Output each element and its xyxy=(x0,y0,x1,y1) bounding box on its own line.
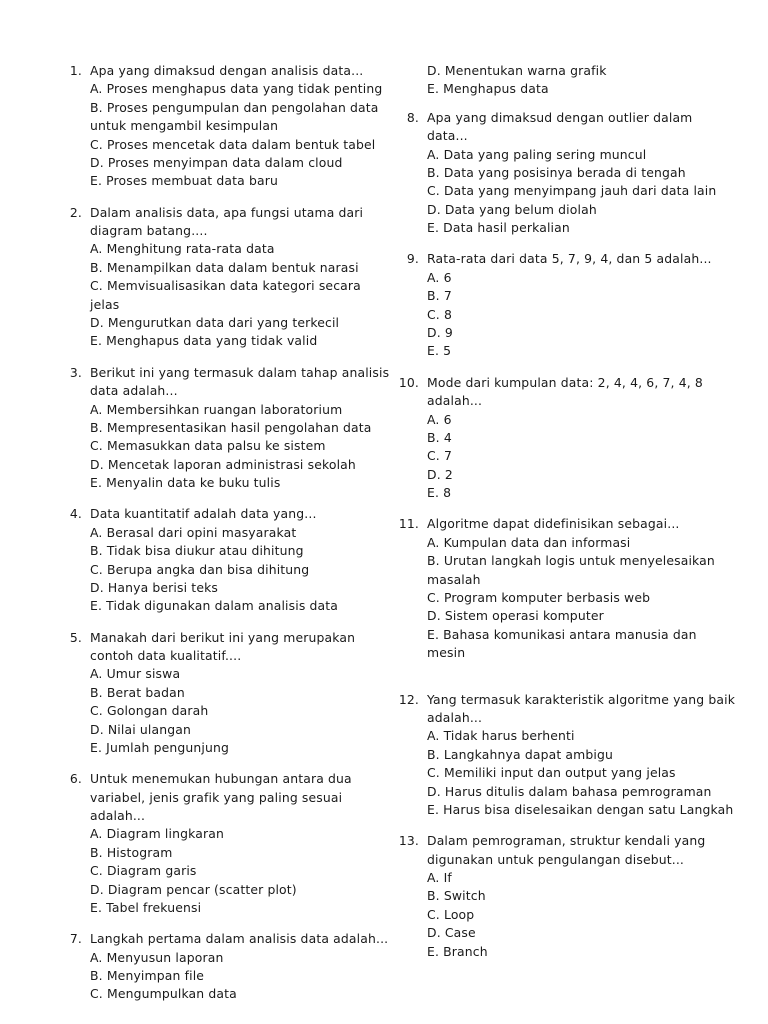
answer-option: B. Menampilkan data dalam bentuk narasi xyxy=(90,259,359,275)
answer-option: C. Proses mencetak data dalam bentuk tabel xyxy=(90,136,376,152)
answer-option: E. Menyalin data ke buku tulis xyxy=(90,475,281,491)
question-text: Rata-rata dari data 5, 7, 9, 4, dan 5 adalah... xyxy=(427,251,712,267)
answer-option: A. Membersihkan ruangan laboratorium xyxy=(90,401,343,417)
answer-option: E. Tabel frekuensi xyxy=(90,900,202,916)
question-number: 10. xyxy=(398,374,419,390)
answer-option: B. Urutan langkah logis untuk menyelesaikan masalah xyxy=(427,553,715,587)
question-text: Apa yang dimaksud dengan outlier dalam data... xyxy=(427,109,693,144)
answer-option: C. Program komputer berbasis web xyxy=(427,589,651,605)
answer-option: D. Mencetak laporan administrasi sekolah xyxy=(90,456,356,472)
answer-option: C. 7 xyxy=(427,448,453,464)
answer-option: A. 6 xyxy=(427,411,452,427)
question-header xyxy=(397,109,737,146)
answer-option: A. Umur siswa xyxy=(90,666,181,682)
answer-option: D. Data yang belum diolah xyxy=(427,201,597,217)
option: E. Menghapus data xyxy=(427,81,549,97)
answer-option: D. Case xyxy=(427,925,476,941)
answer-option: A. Tidak harus berhenti xyxy=(427,728,575,744)
answer-option: C. Diagram garis xyxy=(90,863,197,879)
question-header xyxy=(60,629,390,666)
answer-option: D. Harus ditulis dalam bahasa pemrograman xyxy=(427,783,712,799)
question-8 xyxy=(397,109,737,238)
question-header xyxy=(60,364,390,401)
answer-option: A. Menyusun laporan xyxy=(90,949,224,965)
question-2 xyxy=(60,204,390,351)
answer-option: C. Berupa angka dan bisa dihitung xyxy=(90,561,310,577)
question-5 xyxy=(60,629,390,758)
question-1 xyxy=(60,62,390,191)
question-number: 9. xyxy=(406,251,419,267)
question-number: 3. xyxy=(69,364,82,380)
answer-option: E. Tidak digunakan dalam analisis data xyxy=(90,598,339,614)
answer-option: E. Proses membuat data baru xyxy=(90,173,279,189)
answer-option: A. Proses menghapus data yang tidak penting xyxy=(90,81,383,97)
answer-option: E. Bahasa komunikasi antara manusia dan mesin xyxy=(427,626,697,661)
answer-option: C. 8 xyxy=(427,306,453,322)
question-4 xyxy=(60,505,390,615)
right-column xyxy=(397,62,737,974)
answer-option: D. 2 xyxy=(427,466,453,482)
answer-option: C. Data yang menyimpang jauh dari data lain xyxy=(427,183,717,199)
answer-option: B. Mempresentasikan hasil pengolahan data xyxy=(90,419,372,435)
answer-option: A. Diagram lingkaran xyxy=(90,826,224,842)
question-6 xyxy=(60,770,390,917)
answer-option: B. Tidak bisa diukur atau dihitung xyxy=(90,543,304,559)
left-column xyxy=(60,62,390,1017)
answer-option: B. Data yang posisinya berada di tengah xyxy=(427,165,686,181)
question-text: Dalam analisis data, apa fungsi utama dari diagram batang.... xyxy=(90,204,364,239)
question-number: 1. xyxy=(69,63,82,78)
question-number: 5. xyxy=(69,629,82,645)
answer-option: A. 6 xyxy=(427,269,452,285)
answer-option: C. Memasukkan data palsu ke sistem xyxy=(90,438,326,454)
question-number: 7. xyxy=(69,931,82,947)
question-10 xyxy=(397,374,737,503)
option: D. Menentukan warna grafik xyxy=(427,63,607,78)
answer-option: C. Golongan darah xyxy=(90,703,209,719)
question-text: Yang termasuk karakteristik algoritme yang baik adalah... xyxy=(427,691,736,725)
answer-option: B. Menyimpan file xyxy=(90,968,205,984)
question-number: 13. xyxy=(398,833,419,849)
answer-option: B. Switch xyxy=(427,888,486,904)
answer-option: D. Diagram pencar (scatter plot) xyxy=(90,881,297,897)
answer-option: E. Menghapus data yang tidak valid xyxy=(90,333,318,349)
answer-option: D. Nilai ulangan xyxy=(90,721,191,737)
question-header xyxy=(60,930,390,948)
question-text: Apa yang dimaksud dengan analisis data... xyxy=(90,63,364,78)
answer-option: E. 5 xyxy=(427,343,452,359)
question-text: Berikut ini yang termasuk dalam tahap analisis data adalah... xyxy=(90,364,390,399)
answer-option: B. 4 xyxy=(427,429,452,445)
answer-option: C. Mengumpulkan data xyxy=(90,986,237,1002)
answer-option: B. 7 xyxy=(427,288,452,304)
answer-option: D. Proses menyimpan data dalam cloud xyxy=(90,155,343,171)
question-number: 2. xyxy=(69,204,82,220)
question-3 xyxy=(60,364,390,493)
question-header xyxy=(397,374,737,411)
answer-option: A. Kumpulan data dan informasi xyxy=(427,534,631,550)
answer-option: C. Memvisualisasikan data kategori secara jelas xyxy=(90,278,361,312)
question-text: Untuk menemukan hubungan antara dua variabel, jenis grafik yang paling sesuai adalah... xyxy=(90,771,352,824)
answer-option: A. Berasal dari opini masyarakat xyxy=(90,524,297,540)
question-text: Data kuantitatif adalah data yang... xyxy=(90,506,317,522)
question-7 xyxy=(60,930,390,1004)
question-text: Langkah pertama dalam analisis data adalah... xyxy=(90,931,389,947)
answer-option: E. Data hasil perkalian xyxy=(427,220,570,236)
question-header xyxy=(397,250,737,268)
question-header xyxy=(60,505,390,523)
answer-option: E. 8 xyxy=(427,485,452,501)
answer-option: B. Langkahnya dapat ambigu xyxy=(427,746,614,762)
question-12 xyxy=(397,691,737,820)
question-header xyxy=(397,832,737,869)
answer-option: D. Hanya berisi teks xyxy=(90,579,219,595)
question-header xyxy=(60,204,390,241)
question-9 xyxy=(397,250,737,360)
question-number: 6. xyxy=(69,771,82,787)
answer-option: A. Data yang paling sering muncul xyxy=(427,146,647,162)
answer-option: B. Berat badan xyxy=(90,684,185,700)
answer-option: E. Jumlah pengunjung xyxy=(90,740,230,755)
answer-option: D. 9 xyxy=(427,325,453,341)
continued-options xyxy=(397,62,737,99)
question-header xyxy=(397,691,737,728)
answer-option: D. Sistem operasi komputer xyxy=(427,608,604,624)
question-header xyxy=(397,515,737,533)
question-text: Dalam pemrograman, struktur kendali yang digunakan untuk pengulangan disebut... xyxy=(427,833,706,867)
question-text: Algoritme dapat didefinisikan sebagai... xyxy=(427,516,680,532)
answer-option: E. Branch xyxy=(427,943,488,959)
question-text: Manakah dari berikut ini yang merupakan contoh data kualitatif.... xyxy=(90,629,356,663)
answer-option: A. If xyxy=(427,870,452,886)
question-13 xyxy=(397,832,737,961)
answer-option: C. Memiliki input dan output yang jelas xyxy=(427,765,676,781)
question-11 xyxy=(397,515,737,662)
question-header xyxy=(60,62,390,80)
question-number: 12. xyxy=(398,691,419,707)
answer-option: C. Loop xyxy=(427,906,475,922)
answer-option: B. Proses pengumpulan dan pengolahan data untuk mengambil kesimpulan xyxy=(90,99,379,134)
answer-option: B. Histogram xyxy=(90,844,173,860)
answer-option: D. Mengurutkan data dari yang terkecil xyxy=(90,315,340,331)
question-text: Mode dari kumpulan data: 2, 4, 4, 6, 7, 4, 8 adalah... xyxy=(427,374,703,409)
question-number: 11. xyxy=(398,516,419,532)
question-number: 4. xyxy=(69,506,82,522)
answer-option: E. Harus bisa diselesaikan dengan satu Langkah xyxy=(427,802,734,818)
question-number: 8. xyxy=(406,109,419,125)
question-header xyxy=(60,770,390,825)
answer-option: A. Menghitung rata-rata data xyxy=(90,241,275,257)
